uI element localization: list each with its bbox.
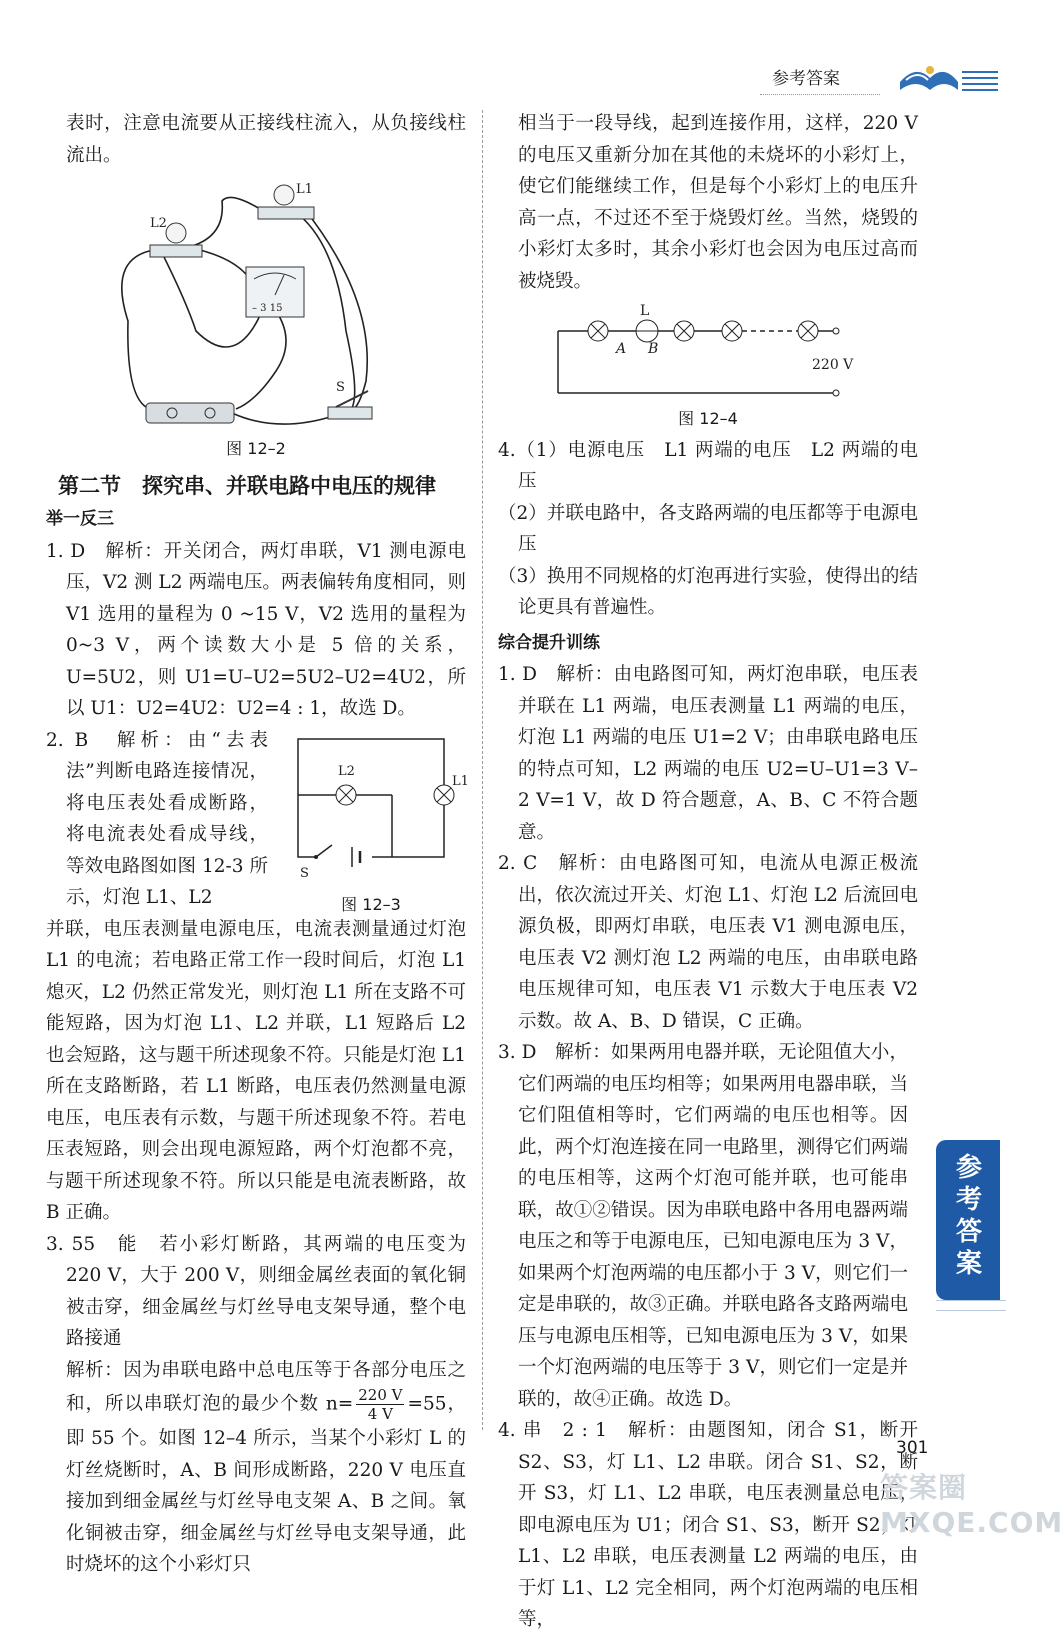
fig-12-3-s-label: S xyxy=(300,865,309,881)
column-divider xyxy=(482,110,483,1430)
header-rule xyxy=(760,94,880,95)
answer-z4: 4. 串 2 : 1 解析：由题图知，闭合 S1，断开 S2、S3，灯 L1、L2 串联。闭合 S1、S2，断开 S3，灯 L1、L2 串联，电压表测量总电压，即电源电压为 U1；闭合 S1、S3，断开 S2，灯 L1、L2 串联，电压表测量 L2 两端的电压，由于灯 L1、L2 完全相同，两个灯泡两端的电压相等， xyxy=(498,1420,918,1630)
subsection-title-1: 举一反三 xyxy=(46,509,114,529)
figure-12-3-circuit xyxy=(276,729,469,881)
fig-12-2-s-label: S xyxy=(336,380,345,395)
intro-text: 表时，注意电流要从正接线柱流入，从负接线柱流出。 xyxy=(66,113,466,166)
fig-12-4-l-label: L xyxy=(640,303,650,319)
answer-q3-analysis xyxy=(46,1355,466,1581)
figure-12-2-circuit xyxy=(46,171,466,433)
figure-12-3-wrap xyxy=(276,729,469,914)
meter-scale-label: – 3 15 xyxy=(252,303,283,314)
answer-z3: 3. D 解析：如果两用电器并联，无论阻值大小，它们两端的电压均相等；如果两用电器串联，当它们阻值相等时，它们两端的电压也相等。因此，两个灯泡连接在同一电路里，测得它们两端的电压相等，这两个灯泡可能并联，也可能串联，故①②错误。因为串联电路中各用电器两端电压之和等于电源电压，已知电源电压为 3 V，如果两个灯泡两端的电压都小于 3 V，则它们一定是串联的，故③正确。并联电路各支路两端电压与电源电压相等，已知电源电压为 3 V，如果一个灯泡两端的电压等于 3 V，则它们一定是并联的，故④正确。故选 D。 xyxy=(498,1042,908,1410)
section-title: 第二节 探究串、并联电路中电压的规律 xyxy=(58,473,436,498)
fig-12-2-l1-label: L1 xyxy=(296,182,313,197)
right-column xyxy=(498,108,918,1636)
answer-q2-part1: 2. B 解析：由“去表法”判断电路连接情况，将电压表处看成断路，将电流表处看成导线，等效电路图如图 12-3 所示，灯泡 L1、L2 xyxy=(46,729,268,908)
side-tab-label: 参考答案 xyxy=(955,1153,982,1279)
page-number: 301 xyxy=(896,1438,929,1458)
side-tab-rule xyxy=(936,1300,1006,1301)
answer-q1: 1. D 解析：开关闭合，两灯串联，V1 测电源电压，V2 测 L2 两端电压。两表偏转角度相同，则 V1 选用的量程为 0 ~15 V，V2 选用的量程为 0~3 V，两个读数大小是 5 倍的关系，U=5U2，则 U1=U–U2=5U2–U2=4U2，所以 U1：U2=4U2：U2=4 : 1，故选 D。 xyxy=(46,540,466,719)
answer-q4-3: （3）换用不同规格的灯泡再进行实验，使得出的结论更具有普遍性。 xyxy=(498,565,918,618)
answer-q2 xyxy=(46,725,469,1229)
fig-12-3-l1-label: L1 xyxy=(452,773,469,789)
fig-12-2-l2-label: L2 xyxy=(150,216,167,231)
q3-analysis-text-b: =55，即 55 个。如图 12–4 所示，当某个小彩灯 L 的灯丝烧断时，A、B 间形成断路，220 V 电压直接加到细金属丝与灯丝导电支架 A、B 之间。氧化铜被击穿，细金属丝与灯丝导电支架导通，此时烧坏的这个小彩灯只 xyxy=(66,1393,466,1575)
answer-q2-part2: 并联，电压表测量电源电压，电流表测量通过灯泡 L1 的电流；若电路正常工作一段时间后，灯泡 L1 熄灭，L2 仍然正常发光，则灯泡 L1 所在支路不可能短路，因为灯泡 L1、L2 并联，L1 短路后 L2 也会短路，这与题干所述现象不符。只能是灯泡 L1 所在支路断路，若 L1 断路，电压表仍然测量电源电压，电压表有示数，与题干所述现象不符。若电压表短路，则会出现电源短路，两个灯泡都不亮，与题干所述现象不符。所以只能是电流表断路，故 B 正确。 xyxy=(46,918,466,1223)
fig-12-4-b-label: B xyxy=(648,341,659,357)
answer-q4-2: （2）并联电路中，各支路两端的电压都等于电源电压 xyxy=(498,502,918,555)
fig-12-4-a-label: A xyxy=(616,341,627,357)
fig-12-2-caption: 图 12–2 xyxy=(226,439,286,458)
fig-12-3-caption: 图 12–3 xyxy=(341,895,401,914)
q3-analysis-text-a: 解析：因为串联电路中总电压等于各部分电压之和，所以串联灯泡的最少个数 n= xyxy=(66,1359,466,1415)
page-header xyxy=(760,60,1000,100)
figure-12-4-circuit xyxy=(498,303,918,403)
header-title: 参考答案 xyxy=(772,69,840,89)
answer-z1: 1. D 解析：由电路图可知，两灯泡串联，电压表并联在 L1 两端，电压表测量 L1 两端的电压，灯泡 L1 两端的电压 U1=2 V；由串联电路电压的特点可知，L2 两端的电压 U2=U–U1=3 V–2 V=1 V，故 D 符合题意，A、B、C 不符合题意。 xyxy=(498,664,918,843)
fraction xyxy=(356,1386,404,1423)
answer-q3: 3. 55 能 若小彩灯断路，其两端的电压变为 220 V，大于 200 V，则细金属丝表面的氧化铜被击穿，细金属丝与灯丝导电支架导通，整个电路接通 xyxy=(46,1233,466,1349)
book-logo-icon xyxy=(896,60,1000,100)
left-column xyxy=(46,108,469,1581)
fig-12-4-caption: 图 12–4 xyxy=(678,409,738,428)
fraction-numerator: 220 V xyxy=(358,1386,403,1404)
fraction-denominator: 4 V xyxy=(367,1405,393,1423)
fig-12-4-voltage-label: 220 V xyxy=(812,357,854,373)
side-tab-rule xyxy=(936,1310,1006,1311)
answer-q4-1: 4.（1）电源电压 L1 两端的电压 L2 两端的电压 xyxy=(498,439,918,492)
continued-text: 相当于一段导线，起到连接作用，这样，220 V 的电压又重新分加在其他的未烧坏的小彩灯上，使它们能继续工作，但是每个小彩灯上的电压升高一点，不过还不至于烧毁灯丝。当然，烧毁的小彩灯太多时，其余小彩灯也会因为电压过高而被烧毁。 xyxy=(518,113,918,292)
answer-z2: 2. C 解析：由电路图可知，电流从电源正极流出，依次流过开关、灯泡 L1、灯泡 L2 后流回电源负极，即两灯串联，电压表 V1 测电源电压，电压表 V2 测灯泡 L2 两端的电压，由串联电路电压规律可知，电压表 V1 示数大于电压表 V2 示数。故 A、B、D 错误，C 正确。 xyxy=(498,853,918,1032)
subsection-title-2: 综合提升训练 xyxy=(498,632,600,653)
watermark: 答案圈 MXQE.COM xyxy=(880,1471,1063,1539)
side-tab xyxy=(936,1140,1000,1300)
fig-12-3-l2-label: L2 xyxy=(338,763,355,779)
